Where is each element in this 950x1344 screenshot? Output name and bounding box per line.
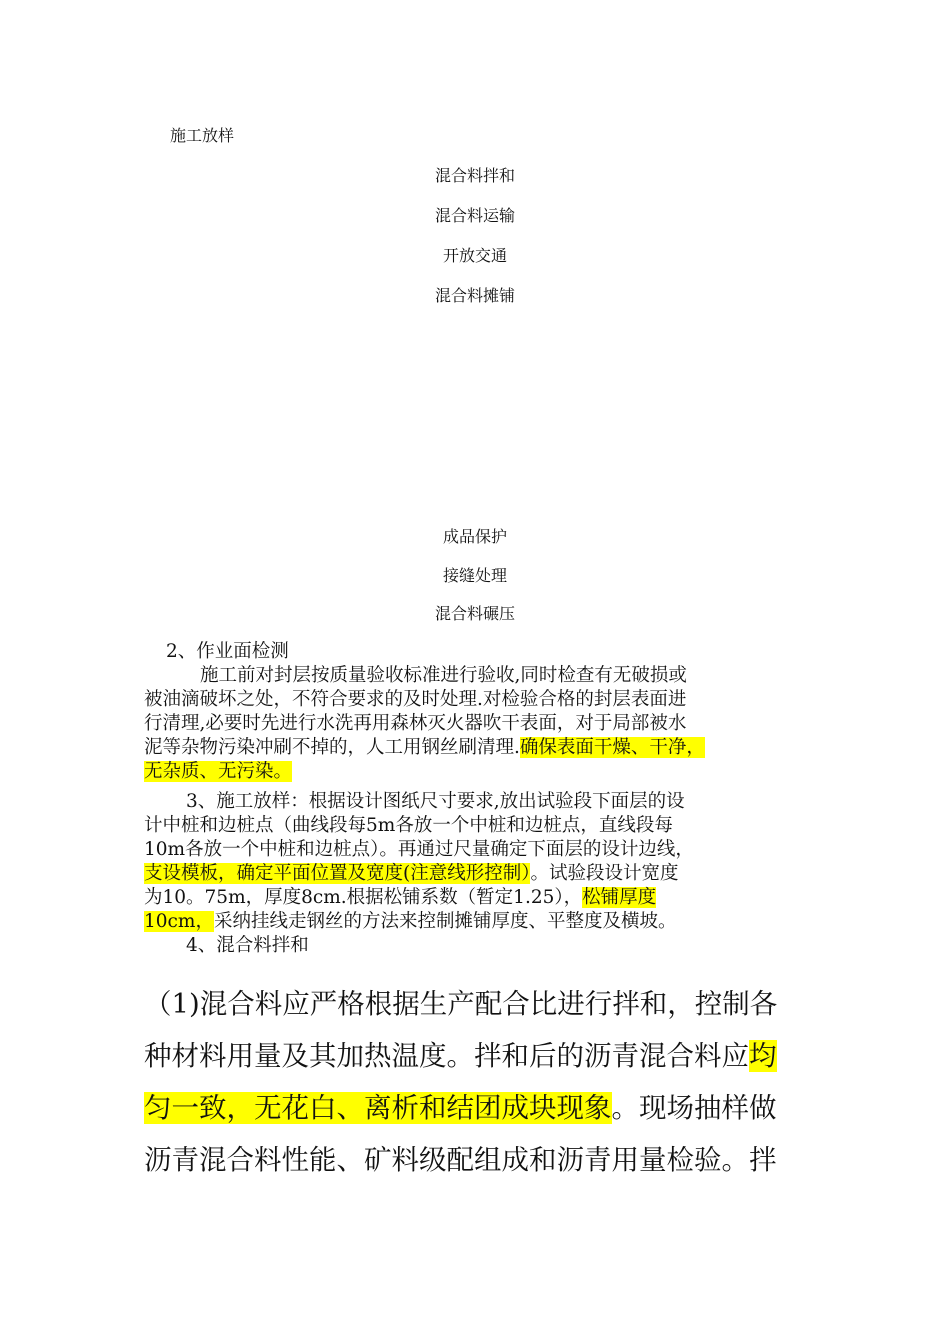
section-2-line-5 [144, 760, 824, 784]
section-4-heading: 4、混合料拌和 [186, 935, 309, 956]
section-4-line-3-text: 。现场抽样做 [611, 1092, 777, 1124]
section-3-line-2: 计中桩和边桩点（曲线段每5m各放一个中桩和边桩点，直线段每 [144, 815, 673, 836]
section-2-heading: 2、作业面检测 [166, 641, 289, 662]
section-3-line-4 [144, 862, 824, 886]
section-4-line-2-text: 种材料用量及其加热温度。拌和后的沥青混合料应 [144, 1040, 749, 1072]
section-3-highlight-2: 松铺厚度 [582, 887, 657, 908]
flow-step-survey: 施工放样 [170, 126, 235, 145]
section-3-highlight-3: 10cm， [144, 911, 214, 932]
flow-step-rolling: 混合料碾压 [434, 604, 515, 623]
section-3-line-3: 10m各放一个中桩和边桩点）。再通过尺量确定下面层的设计边线， [144, 839, 694, 860]
section-3-highlight-1: 支设模板，确定平面位置及宽度(注意线形控制） [144, 863, 531, 884]
section-2-highlight-2: 无杂质、无污染。 [144, 761, 293, 782]
section-4-body [144, 978, 824, 1186]
flow-step-transport: 混合料运输 [434, 206, 515, 225]
section-4-line-3 [144, 1082, 824, 1134]
section-2-highlight-1: 确保表面干燥、干净， [519, 737, 705, 758]
section-3-line-6 [144, 910, 824, 934]
section-4-highlight-2: 匀一致，无花白、离析和结团成块现象 [144, 1092, 612, 1124]
flow-step-paving: 混合料摊铺 [434, 286, 515, 305]
section-3-line-5-text: 为10。75m，厚度8cm.根据松铺系数（暂定1.25）， [144, 887, 583, 908]
section-4-line-1: （1)混合料应严格根据生产配合比进行拌和，控制各 [144, 988, 778, 1020]
section-2-line-1: 施工前对封层按质量验收标准进行验收,同时检查有无破损或 [200, 665, 687, 686]
section-2-line-4-text: 泥等杂物污染冲刷不掉的，人工用钢丝刷清理. [144, 737, 520, 758]
section-2 [144, 640, 824, 784]
section-3-line-4-text: 。试验段设计宽度 [530, 863, 679, 884]
section-3-line-6-text: 采纳挂线走钢丝的方法来控制摊铺厚度、平整度及横坡。 [213, 911, 677, 932]
section-2-line-4 [144, 736, 824, 760]
flow-step-joint: 接缝处理 [442, 566, 507, 585]
section-3-line-5 [144, 886, 824, 910]
section-2-line-3: 行清理,必要时先进行水洗再用森林灭火器吹干表面，对于局部被水 [144, 713, 687, 734]
section-4-highlight-1: 均 [749, 1040, 777, 1072]
flow-step-protection: 成品保护 [442, 527, 507, 546]
section-2-line-2: 被油滴破坏之处，不符合要求的及时处理.对检验合格的封层表面进 [144, 689, 687, 710]
section-4-line-2 [144, 1030, 824, 1082]
flow-step-mixing: 混合料拌和 [434, 166, 515, 185]
section-3-line-1: 3、施工放样：根据设计图纸尺寸要求,放出试验段下面层的设 [186, 791, 685, 812]
section-4-line-4: 沥青混合料性能、矿料级配组成和沥青用量检验。拌 [144, 1144, 777, 1176]
flow-step-open-traffic: 开放交通 [442, 246, 507, 265]
section-3 [144, 790, 824, 958]
